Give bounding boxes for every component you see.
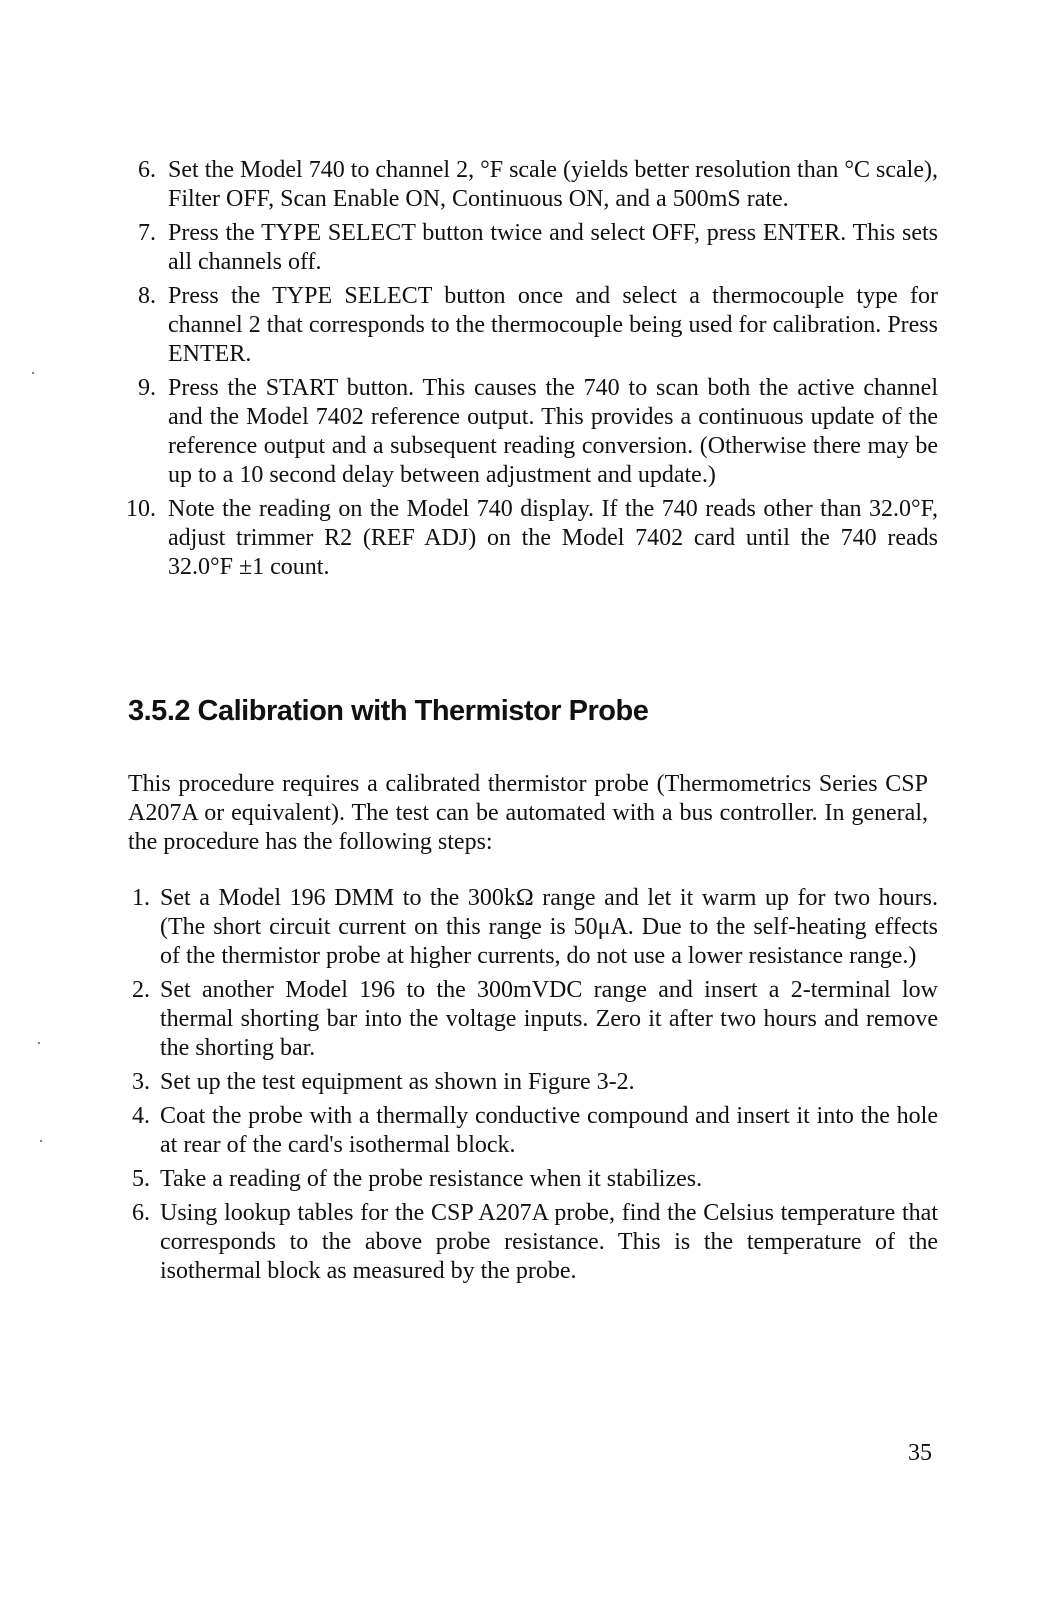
scan-speck [40,1140,42,1142]
step-text: Set up the test equipment as shown in Figure 3-2. [160,1069,635,1095]
step-text: Using lookup tables for the CSP A207A probe, find the Celsius temperature that corresponds to the above probe resistance. This is the temperature of the isothermal block as measured by the probe. [160,1200,938,1284]
procedure-steps-continued [118,156,938,587]
step-number: 8. [138,283,156,309]
step-number: 9. [138,375,156,401]
list-item [118,1165,938,1194]
list-item [118,219,938,277]
step-number: 2. [132,977,150,1003]
procedure-steps [118,884,938,1291]
list-item [118,1068,938,1097]
list-item [118,884,938,971]
scan-speck [32,372,34,374]
step-number: 6. [132,1200,150,1226]
intro-paragraph: This procedure requires a calibrated thermistor probe (Thermometrics Series CSP A207A or equivalent). The test can be automated with a bus controller. In general, the procedure has the following steps: [128,771,928,855]
step-text: Set the Model 740 to channel 2, °F scale (yields better resolution than °C scale), Filter OFF, Scan Enable ON, Continuous ON, and a 500mS rate. [168,157,938,212]
step-number: 1. [132,885,150,911]
list-item [118,1199,938,1286]
step-text: Press the TYPE SELECT button once and select a thermocouple type for channel 2 that corresponds to the thermocouple being used for calibration. Press ENTER. [168,283,938,367]
step-number: 4. [132,1103,150,1129]
list-item [118,495,938,582]
page-number: 35 [908,1440,932,1466]
step-text: Set a Model 196 DMM to the 300kΩ range and let it warm up for two hours. (The short circuit current on this range is 50μA. Due to the self-heating effects of the thermistor probe at higher currents, do not use a lower resistance range.) [160,885,938,969]
step-number: 3. [132,1069,150,1095]
step-text: Press the TYPE SELECT button twice and select OFF, press ENTER. This sets all channels off. [168,220,938,275]
step-text: Press the START button. This causes the 740 to scan both the active channel and the Model 7402 reference output. This provides a continuous update of the reference output and a subsequent reading conversion. (Otherwise there may be up to a 10 second delay between adjustment and update.) [168,375,938,488]
list-item [118,374,938,490]
list-item [118,156,938,214]
step-number: 6. [138,157,156,183]
step-text: Coat the probe with a thermally conductive compound and insert it into the hole at rear of the card's isothermal block. [160,1103,938,1158]
section-heading: 3.5.2 Calibration with Thermistor Probe [128,695,649,727]
step-number: 7. [138,220,156,246]
scan-speck [38,1042,40,1044]
list-item [118,1102,938,1160]
step-number: 5. [132,1166,150,1192]
step-text: Take a reading of the probe resistance when it stabilizes. [160,1166,703,1192]
step-text: Note the reading on the Model 740 display. If the 740 reads other than 32.0°F, adjust trimmer R2 (REF ADJ) on the Model 7402 card until the 740 reads 32.0°F ±1 count. [168,496,938,580]
step-number: 10. [126,496,156,522]
step-text: Set another Model 196 to the 300mVDC range and insert a 2-terminal low thermal shorting bar into the voltage inputs. Zero it after two hours and remove the shorting bar. [160,977,938,1061]
list-item [118,282,938,369]
list-item [118,976,938,1063]
